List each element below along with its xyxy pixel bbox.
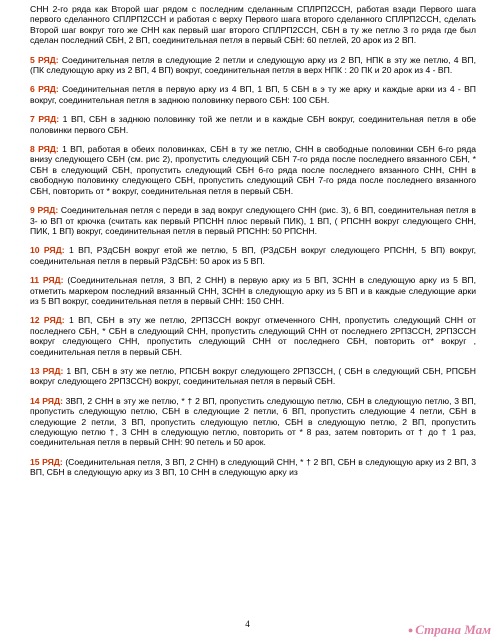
- row-title: 11 РЯД:: [30, 275, 64, 286]
- row-title: 12 РЯД:: [30, 315, 65, 326]
- paragraph-row-8: [30, 144, 476, 196]
- paragraph-row-14: [30, 396, 476, 448]
- row-title: 14 РЯД:: [30, 395, 63, 406]
- watermark-dot-icon: ●: [407, 625, 414, 635]
- page-number: 4: [245, 619, 250, 629]
- paragraph-body: Соединительная петля в первую арку из 4 ВП, 1 ВП, 5 СБН в э ту же арку и каждые арки из 4 - ВП вокруг, соединительная петля в заднюю половинку первого СБН: 100 СБН.: [30, 84, 476, 105]
- row-title: 9 РЯД:: [30, 205, 59, 216]
- paragraph-row-6: [30, 84, 476, 105]
- paragraph-body: (Соединительная петля, 3 ВП, 2 СНН) в следующий СНН, * † 2 ВП, СБН в следующую арку из 2 ВП, 3 ВП, СБН в следующую арку из 3 ВП, 10 СНН в следующую арку из: [30, 456, 476, 478]
- paragraph-row-4-continuation: [30, 4, 476, 46]
- watermark-text: Страна Мам: [415, 622, 491, 637]
- paragraph-body: 1 ВП, СБН в эту же петлю, РПСБН вокруг следующего 2РП3ССН, ( СБН в следующий СБН, РПСБН вокруг следующего 2РП3ССН) вокруг, соединительная петля в первый СБН.: [30, 365, 476, 387]
- pattern-text: [30, 4, 476, 487]
- paragraph-row-7: [30, 114, 476, 135]
- paragraph-row-11: [30, 275, 476, 306]
- row-title: 8 РЯД:: [30, 144, 59, 155]
- paragraph-body: СНН 2-го ряда как Второй шаг рядом с последним сделанным СПЛРП2ССН, работая взади Первого шага первого сделанного СПЛРП2ССН и работая с верху Первого шага второго сделанного СПЛРП2ССН, сделать Второй шаг вокруг того же СНН как первый шаг второго СПЛРП2ССН, СБН в ту же петлю 3 го ряда где был сделан последний СБН, 2 ВП, соединительная петля в первый СБН: 60 петлей, 20 арок из 2 ВП.: [30, 4, 476, 46]
- site-watermark: [408, 622, 491, 638]
- paragraph-row-13: [30, 366, 476, 387]
- row-title: 5 РЯД:: [30, 54, 59, 65]
- paragraph-body: 3ВП, 2 СНН в эту же петлю, * † 2 ВП, пропустить следующую петлю, СБН в следующую петлю, 3 ВП, пропустить следующую петлю, СБН в следующие 2 петли, 6 ВП, пропустить следующие 4 петли, СБН в следующие 2 петли, 3 ВП, пропустить следующую петлю, СБН в следующую петлю, 2 ВП, пропустить следующую петлю †, 3 СНН в следующую петлю, повторить от * 8 раз, затем повторить от † до † 1 раз, соединительная петля в первый СНН: 90 петель и 50 арок.: [30, 395, 476, 448]
- paragraph-body: 1 ВП, СБН в заднюю половинку той же петли и в каждые СБН вокруг, соединительная петля в обе половинки первого СБН.: [30, 114, 476, 135]
- paragraph-row-15: [30, 457, 476, 478]
- paragraph-body: 1 ВП, Р3дСБН вокруг етой же петлю, 5 ВП, (Р3дСБН вокруг следующего РПСНН, 5 ВП) вокруг, соединительная петля в первый Р3дСБН: 50 арок из 5 ВП.: [30, 245, 476, 266]
- row-title: 10 РЯД:: [30, 245, 65, 256]
- paragraph-body: (Соединительная петля, 3 ВП, 2 СНН) в первую арку из 5 ВП, 3СНН в следующую арку из 5 ВП, отметить маркером последний вязанный СНН, 3СНН в следующую арку из 5 ВП и в каждые следующие арки из 5 ВП вокруг, соединительная петля в первый СНН: 150 СНН.: [30, 275, 476, 306]
- row-title: 13 РЯД:: [30, 365, 64, 376]
- paragraph-body: Соединительная петля в следующие 2 петли и следующую арку из 2 ВП, НПК в эту же петлю, 4 ВП, (ПК следующую арку из 2 ВП, 4 ВП) вокруг, соединительная петля в верх НПК : 20 ПК и 20 арок из 4 - ВП.: [30, 54, 476, 76]
- row-title: 6 РЯД:: [30, 84, 59, 95]
- paragraph-row-5: [30, 55, 476, 76]
- paragraph-row-10: [30, 245, 476, 266]
- paragraph-row-12: [30, 315, 476, 357]
- row-title: 15 РЯД:: [30, 456, 63, 467]
- paragraph-row-9: [30, 205, 476, 236]
- paragraph-body: Соединительная петля с переди в зад вокруг следующего СНН (рис. 3), 6 ВП, соединительная петля в 3- ю ВП от крючка (считать как первый РПСНН плюс первый ПИК), 1 ВП, ( РПСНН вокруг следующего СНН, ПИК, 1 ВП) вокруг, соединительная петля в первый РПСНН: 50 РПСНН.: [30, 205, 476, 236]
- row-title: 7 РЯД:: [30, 114, 60, 125]
- paragraph-body: 1 ВП, СБН в эту же петлю, 2РП3ССН вокруг отмеченного СНН, пропустить следующий СНН от последнего СБН, * СБН в следующий СНН, пропустить следующий СНН от последнего 2РП3ССН, 2РП3ССН вокруг следующего СНН, пропустить следующий СНН от последнего СБН, повторить от* вокруг , соединительная петля в первый СБН.: [30, 315, 476, 357]
- paragraph-body: 1 ВП, работая в обеих половинках, СБН в ту же петлю, СНН в свободные половинки СБН 6-го ряда внизу следующего СБН (см. рис 2), пропустить следующий СБН 7-го ряда после последнего вязанного СБН, * СБН в следующий СБН, пропустить следующий СБН 6-го ряда после последнего вязанного СНН, СНН в свободную половинку следующего СБН, пропустить следующий СБН 7-го ряда после последнего вязанного СБН, повторить от * вокруг, соединительная петля в первый СБН.: [30, 144, 476, 196]
